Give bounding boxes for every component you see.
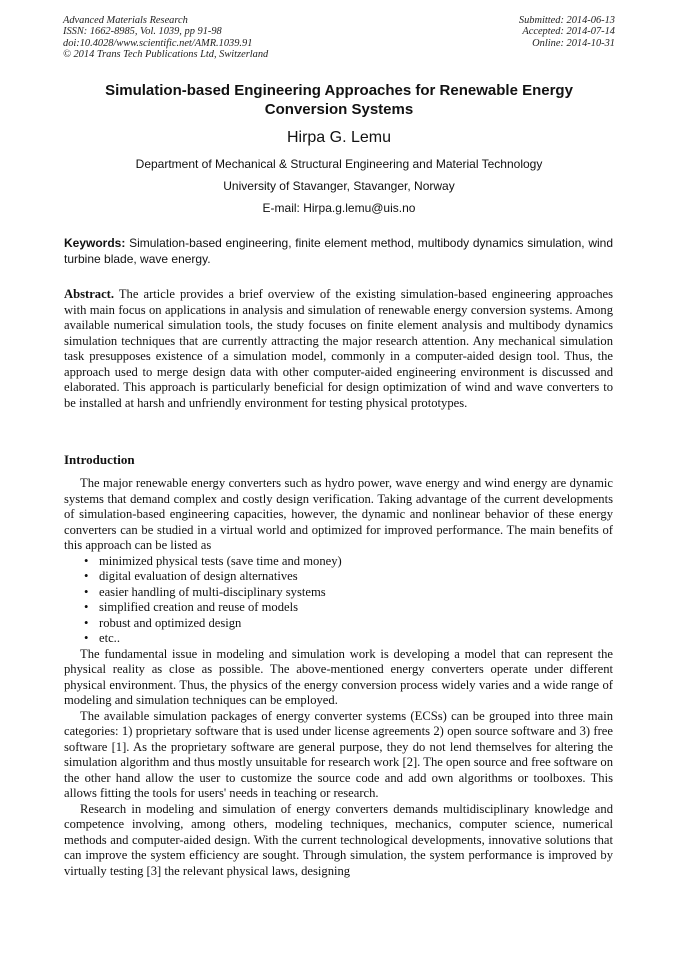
list-item: • robust and optimized design [84, 615, 242, 630]
section-heading-introduction: Introduction [64, 452, 135, 467]
journal-name: Advanced Materials Research [63, 15, 188, 26]
author-name: Hirpa G. Lemu [286, 129, 392, 146]
list-item: • minimized physical tests (save time and money) [84, 553, 342, 568]
author-email: E-mail: Hirpa.g.lemu@uis.no [262, 201, 416, 215]
intro-paragraph-4: Research in modeling and simulation of energy converters demands multidisciplinary knowledge and competence involving, among others, modeling techniques, mechanics, computer science, numerical methods and computer-aided design. With the current technological developments, innovative solutions that can improve the system efficiency are sought. Through simulation, the system performance is improved by virtually testing [3] the relevant physical laws, designing [64, 801, 613, 878]
introduction-body [64, 476, 613, 879]
author-university: University of Stavanger, Stavanger, Norway [223, 179, 455, 193]
bullet-icon: • [84, 631, 89, 645]
journal-header-right [519, 15, 615, 49]
benefits-list [64, 554, 613, 647]
intro-paragraph-2: The fundamental issue in modeling and simulation work is developing a model that can represent the physical reality as close as possible. The above-mentioned energy converters operate under different physical environment. Thus, the physics of the energy conversion process widely varies and a wide range of modeling and simulation techniques can be employed. [64, 646, 613, 707]
keywords-text: Simulation-based engineering, finite element method, multibody dynamics simulation, wind turbine blade, wave energy. [64, 236, 613, 266]
journal-header-left [63, 15, 268, 60]
keywords [64, 235, 613, 267]
list-item: • simplified creation and reuse of models [84, 600, 298, 614]
paper-title: Simulation-based Engineering Approaches for Renewable Energy Conversion Systems [105, 82, 573, 118]
abstract-label: Abstract. [64, 287, 115, 301]
bullet-icon: • [84, 553, 89, 568]
bullet-icon: • [84, 600, 89, 614]
journal-issn: ISSN: 1662-8985, Vol. 1039, pp 91-98 [63, 26, 222, 38]
bullet-icon: • [84, 569, 89, 583]
accepted-date: Accepted: 2014-07-14 [522, 26, 615, 38]
online-date: Online: 2014-10-31 [532, 37, 615, 49]
abstract-text: The article provides a brief overview of the existing simulation-based engineering approaches with main focus on applications in analysis and simulation of renewable energy conversion systems. Among available numerical simulation tools, the study focuses on finite element analysis and multibody dynamics simulation techniques that are currently attracting the major research attention. Any mechanical simulation task presupposes existence of a simulation model, commonly in a computer-aided design tool. Thus, the approach used to merge design data with other computer-aided engineering environment is discussed and elaborated. This approach is particularly beneficial for design optimization of wind and wave converters to be installed at harsh and unfriendly environment for testing physical prototypes. [64, 287, 614, 410]
intro-paragraph-3: The available simulation packages of energy converter systems (ECSs) can be grouped into three main categories: 1) proprietary software that is used under license agreements 2) open source software and 3) free software [1]. As the proprietary software are general purpose, they do not lend themselves for altering the simulation algorithm and thus mostly unsuitable for research work [2]. The open source and free software on the other hand allow the user to customize the source code and add own algorithms or toolboxes. This allows fitting the tools for users' needs in teaching or research. [64, 708, 613, 800]
bullet-icon: • [84, 615, 89, 630]
intro-paragraph-1: The major renewable energy converters such as hydro power, wave energy and wind energy are dynamic systems that demand complex and costly design verification. Taking advantage of the current developments of simulation-based engineering capacities, however, the dynamic and nonlinear behavior of these energy converters can be studied in a virtual world and optimized for improved performance. The main benefits of this approach can be listed as [64, 476, 613, 552]
list-item: • etc.. [84, 631, 120, 645]
abstract [64, 287, 613, 411]
bullet-icon: • [84, 584, 89, 599]
list-item: • digital evaluation of design alternatives [84, 569, 298, 583]
list-item: • easier handling of multi-disciplinary systems [84, 584, 326, 599]
keywords-label: Keywords: [64, 236, 126, 250]
journal-doi: doi:10.4028/www.scientific.net/AMR.1039.91 [63, 37, 253, 49]
journal-copyright: © 2014 Trans Tech Publications Ltd, Switzerland [63, 48, 269, 60]
author-department: Department of Mechanical & Structural Engineering and Material Technology [135, 157, 543, 171]
submitted-date: Submitted: 2014-06-13 [518, 15, 615, 26]
